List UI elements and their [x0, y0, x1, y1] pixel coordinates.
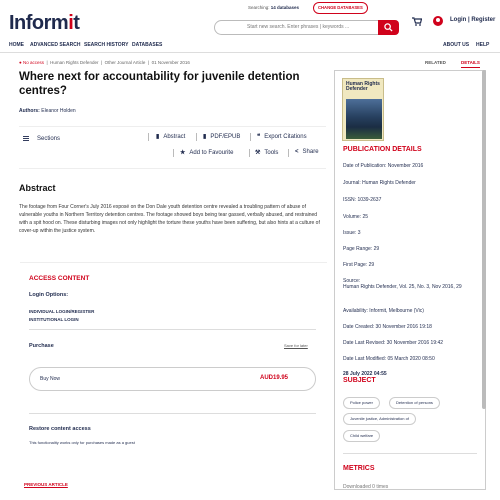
- login-register-link[interactable]: Login | Register: [450, 17, 496, 23]
- file-icon: ▮: [203, 134, 207, 140]
- pdf-label: PDF/EPUB: [210, 134, 241, 140]
- detail-journal: Journal: Human Rights Defender: [343, 180, 416, 186]
- nav-help[interactable]: HELP: [476, 42, 490, 48]
- detail-page-range: Page Range: 29: [343, 246, 380, 252]
- detail-first-page: First Page: 29: [343, 262, 375, 268]
- tab-details[interactable]: DETAILS: [461, 60, 480, 68]
- detail-date-last-revised: Date Last Revised: 30 November 2016 19:42: [343, 340, 444, 346]
- divider: [19, 126, 326, 127]
- nav-home[interactable]: HOME: [9, 42, 24, 48]
- detail-date-of-publication: Date of Publication: November 2016: [343, 163, 424, 169]
- favourite-label: Add to Favourite: [189, 150, 234, 156]
- detail-volume: Volume: 25: [343, 214, 369, 220]
- authors-label: Authors:: [19, 108, 40, 114]
- export-label: Export Citations: [264, 134, 307, 140]
- subject-chip[interactable]: Detention of persons: [389, 397, 440, 409]
- separator: [249, 149, 250, 157]
- article-date: 01 November 2016: [151, 60, 190, 65]
- institutional-login-link[interactable]: INSTITUTIONAL LOGIN: [29, 317, 79, 322]
- separator: [148, 133, 149, 141]
- search-button[interactable]: [378, 20, 399, 35]
- tools-label: Tools: [264, 150, 279, 156]
- main-nav: [0, 40, 500, 52]
- separator: [288, 149, 289, 157]
- sections-button[interactable]: [23, 136, 60, 142]
- article-meta: ● No access | Human Rights Defender | Other Journal Article | 01 November 2016: [19, 60, 190, 65]
- search-icon: [384, 23, 393, 32]
- access-status: No access: [22, 60, 44, 65]
- separator: [196, 133, 197, 141]
- access-heading: ACCESS CONTENT: [29, 275, 90, 282]
- detail-source: Human Rights Defender, Vol. 25, No. 3, Nov 2016, 29: [343, 284, 462, 290]
- buy-now-label: Buy Now: [40, 376, 61, 382]
- cover-photo: [346, 99, 382, 139]
- abstract-label: Abstract: [163, 134, 186, 140]
- search-input[interactable]: Start new search. Enter phrases | keywords ...: [214, 20, 379, 35]
- purchase-label: Purchase: [29, 343, 54, 349]
- cart-icon[interactable]: [412, 17, 422, 26]
- add-to-favourite-button[interactable]: [180, 149, 233, 156]
- detail-source-label: Source:: [343, 278, 361, 284]
- searching-prefix: Searching:: [248, 5, 270, 10]
- author-name[interactable]: Eleanor Holden: [41, 108, 76, 114]
- access-content-panel: [20, 262, 327, 463]
- sidebar-scrollbar[interactable]: [482, 70, 486, 409]
- pdf-epub-button[interactable]: [203, 133, 240, 140]
- divider: [29, 329, 316, 330]
- share-button[interactable]: [295, 149, 319, 155]
- share-icon: <: [295, 149, 299, 155]
- document-icon: ▮: [156, 134, 160, 140]
- buy-now-option[interactable]: [29, 367, 316, 391]
- searching-info: [248, 5, 299, 10]
- subject-chip[interactable]: Police power: [343, 397, 380, 409]
- authors: [19, 108, 76, 114]
- sections-label: Sections: [37, 136, 61, 143]
- restore-note: This functionality works only for purchases made as a guest: [29, 440, 135, 445]
- save-for-later-link[interactable]: Save for later: [284, 343, 308, 348]
- detail-issue: Issue: 3: [343, 230, 361, 236]
- nav-about-us[interactable]: ABOUT US: [443, 42, 470, 48]
- nav-divider: [0, 52, 500, 53]
- searching-count: 14 databases: [270, 5, 300, 10]
- divider: [29, 413, 316, 414]
- user-avatar-icon[interactable]: [433, 16, 443, 26]
- export-citations-button[interactable]: [257, 133, 307, 140]
- login-options-label: Login Options:: [29, 292, 69, 298]
- subject-heading: SUBJECT: [343, 377, 376, 384]
- previous-article-link[interactable]: PREVIOUS ARTICLE: [24, 482, 68, 487]
- change-databases-button[interactable]: CHANGE DATABASES: [313, 2, 368, 14]
- detail-availability: Availability: Informit, Melbourne (Vic): [343, 308, 424, 314]
- tab-related[interactable]: RELATED: [425, 60, 446, 65]
- nav-search-history[interactable]: SEARCH HISTORY: [84, 42, 129, 48]
- detail-date-created: Date Created: 30 November 2016 19:18: [343, 324, 432, 330]
- publication-details-heading: PUBLICATION DETAILS: [343, 146, 422, 153]
- subject-chip[interactable]: Juvenile justice, Administration of: [343, 413, 416, 425]
- abstract-button[interactable]: [156, 133, 185, 140]
- wrench-icon: ⚒: [255, 150, 261, 156]
- tools-button[interactable]: [255, 149, 278, 156]
- price: AUD19.95: [260, 375, 289, 381]
- informit-logo[interactable]: Informit: [9, 12, 80, 34]
- quote-icon: ❝: [257, 134, 261, 140]
- share-label: Share: [302, 149, 319, 155]
- divider: [19, 168, 326, 169]
- lock-icon: ●: [19, 60, 22, 65]
- individual-login-link[interactable]: INDIVIDUAL LOGIN/REGISTER: [29, 309, 95, 314]
- article-type: Other Journal Article: [104, 60, 146, 65]
- detail-access-date: 28 July 2022 04:55: [343, 371, 387, 377]
- nav-advanced-search[interactable]: ADVANCED SEARCH: [30, 42, 81, 48]
- separator: [173, 149, 174, 157]
- detail-date-last-modified: Date Last Modified: 05 March 2020 08:50: [343, 356, 435, 362]
- nav-databases[interactable]: DATABASES: [132, 42, 163, 48]
- restore-access-link[interactable]: Restore content access: [29, 426, 91, 432]
- subject-chip[interactable]: Child welfare: [343, 430, 380, 442]
- download-count: Downloaded 0 times: [343, 484, 389, 490]
- metrics-heading: METRICS: [343, 465, 375, 472]
- journal-cover-image[interactable]: [342, 78, 384, 141]
- star-icon: ★: [180, 150, 186, 156]
- journal-name[interactable]: Human Rights Defender: [50, 60, 99, 65]
- separator: [250, 133, 251, 141]
- article-title: Where next for accountability for juvenile detention centres?: [19, 71, 300, 97]
- divider: [343, 453, 477, 454]
- detail-issn: ISSN: 1039-2637: [343, 197, 382, 203]
- abstract-text: The footage from Four Corner's July 2016 exposé on the Don Dale youth detention centre revealed a troubling pattern of abuse of vulnerable youths in Northern Territory detention centres. The footage showed boys being tear gassed, verbally abused, and restrained with a spit hood on. These disturbing images not only highlight the torture these youths have been suffering, but also hints at a culture of cover-up within the justice system.: [19, 204, 320, 234]
- cover-title: Human Rights Defender: [346, 81, 380, 92]
- abstract-heading: Abstract: [19, 183, 56, 193]
- menu-icon: [23, 136, 29, 141]
- details-sidebar: [334, 70, 486, 490]
